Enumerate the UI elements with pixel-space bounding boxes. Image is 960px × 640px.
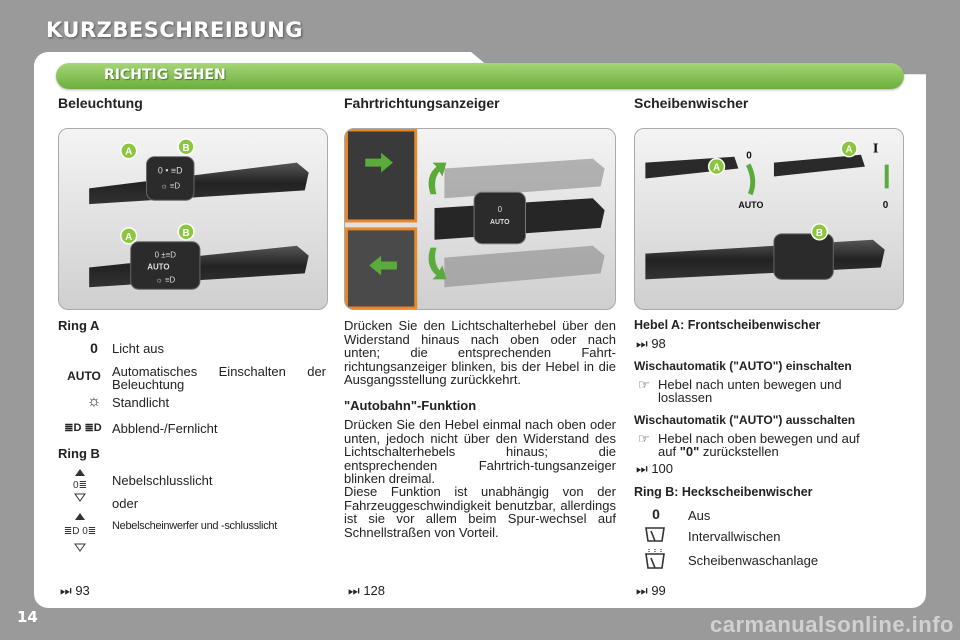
lighting-stalk-figure	[58, 128, 328, 310]
svg-text:AUTO: AUTO	[147, 262, 170, 272]
ring-b-label: Ring B	[58, 446, 100, 461]
section-banner-label: RICHTIG SEHEN	[104, 67, 226, 83]
intermittent-wipe-text: Intervallwischen	[688, 529, 781, 544]
indicator-illustration	[345, 129, 615, 309]
page-ref-auto: ⏭ 100	[636, 461, 674, 476]
rear-fog-icon	[70, 468, 90, 502]
svg-text:0: 0	[882, 200, 889, 212]
light-off-text: Licht aus	[112, 341, 165, 356]
wiper-illustration	[635, 129, 903, 309]
svg-text:0 • ≡D: 0 • ≡D	[157, 165, 183, 176]
wiper-off-text: Aus	[688, 508, 711, 523]
page-title: KURZBESCHREIBUNG	[46, 18, 304, 42]
sidelight-icon: ☼	[86, 393, 102, 410]
svg-text:0≣: 0≣	[73, 480, 87, 491]
motorway-function-paragraph: Drücken Sie den Hebel einmal nach oben oder unten, jedoch nicht über den Widerstand des Lichtschalterhebels hinaus; die entsprechenden Fahrtrich-tungsanzeiger blinken dreimal.	[344, 417, 616, 487]
page-ref-lighting: ⏭ 93	[60, 583, 90, 598]
auto-on-title: Wischautomatik ("AUTO") einschalten	[634, 359, 852, 373]
light-off-icon: 0	[90, 340, 98, 356]
wiper-off-icon: 0	[652, 506, 660, 522]
ring-a-label: Ring A	[58, 318, 100, 333]
svg-text:A: A	[845, 144, 853, 156]
page-ref-icon: ⏭	[636, 583, 648, 598]
svg-text:0 ±≡D: 0 ±≡D	[154, 250, 176, 260]
hand-pointer-icon: ☞	[638, 431, 650, 446]
headlight-icon: ≣D ≣D	[64, 422, 102, 434]
svg-text:≣D 0≣: ≣D 0≣	[63, 526, 97, 537]
svg-text:B: B	[182, 142, 190, 154]
svg-text:AUTO: AUTO	[490, 218, 510, 226]
watermark: carmanualsonline.info	[710, 612, 954, 637]
wiper-figure	[634, 128, 904, 310]
page-number: 14	[17, 608, 38, 626]
rear-fog-text: Nebelschlusslicht	[112, 473, 213, 488]
indicator-paragraph: Drücken Sie den Lichtschalterhebel über den Widerstand hinaus nach oben oder nach unten; die entsprechenden Fahrt-richtungsanzeiger blinken, bis der Hebel in die Ausgangsstellung zurückkehrt.	[344, 318, 616, 388]
svg-text:I: I	[872, 141, 879, 156]
svg-text:B: B	[815, 227, 824, 239]
page-ref-icon: ⏭	[636, 336, 648, 351]
headlight-text: Abblend-/Fernlicht	[112, 421, 218, 436]
page-ref-wipers: ⏭ 99	[636, 583, 666, 598]
washer-text: Scheibenwaschanlage	[688, 553, 819, 568]
washer-icon	[644, 548, 666, 572]
front-rear-fog-icon	[62, 512, 98, 552]
svg-text:A: A	[125, 146, 133, 158]
or-text: oder	[112, 496, 139, 511]
hand-pointer-icon: ☞	[638, 377, 650, 392]
sidelight-text: Standlicht	[112, 395, 170, 410]
svg-text:☼ ≡D: ☼ ≡D	[155, 275, 176, 285]
auto-on-text: Hebel nach unten bewegen und loslassen	[658, 377, 842, 405]
svg-text:AUTO: AUTO	[738, 200, 764, 211]
page-ref-icon: ⏭	[348, 583, 360, 598]
motorway-function-heading: "Autobahn"-Funktion	[344, 398, 477, 413]
auto-light-text: Automatisches Einschalten der Beleuchtung	[112, 364, 326, 392]
heading-indicators: Fahrtrichtungsanzeiger	[344, 95, 500, 111]
section-banner	[56, 63, 904, 89]
svg-text:0: 0	[746, 150, 752, 162]
intermittent-wipe-icon	[644, 525, 666, 545]
svg-text:0: 0	[497, 205, 502, 215]
heading-lighting: Beleuchtung	[58, 95, 143, 111]
auto-off-text: Hebel nach oben bewegen und auf auf "0" zurückstellen	[658, 431, 860, 459]
auto-off-title: Wischautomatik ("AUTO") ausschalten	[634, 413, 856, 427]
auto-light-icon: AUTO	[67, 369, 101, 383]
page-ref-icon: ⏭	[60, 583, 72, 598]
lighting-stalk-illustration	[59, 129, 327, 309]
svg-text:A: A	[125, 231, 133, 243]
front-rear-fog-text: Nebelscheinwerfer und -schlusslicht	[112, 520, 277, 532]
heading-wipers: Scheibenwischer	[634, 95, 749, 111]
motorway-function-note: Diese Funktion ist unabhängig von der Fahrzeuggeschwindigkeit benutzbar, allerdings ist sie vor allem beim Spur-wechsel auf Schnellstraßen von Vorteil.	[344, 484, 616, 540]
page-ref-indicators: ⏭ 128	[348, 583, 386, 598]
svg-text:B: B	[182, 227, 190, 239]
page-ref-lever-a: ⏭ 98	[636, 336, 666, 351]
svg-text:☼ ≡D: ☼ ≡D	[160, 181, 181, 191]
page-ref-icon: ⏭	[636, 461, 648, 476]
lever-a-title: Hebel A: Frontscheibenwischer	[634, 318, 821, 332]
ring-b-rear-wiper-title: Ring B: Heckscheibenwischer	[634, 485, 813, 499]
svg-text:A: A	[713, 162, 721, 174]
indicator-figure	[344, 128, 616, 310]
